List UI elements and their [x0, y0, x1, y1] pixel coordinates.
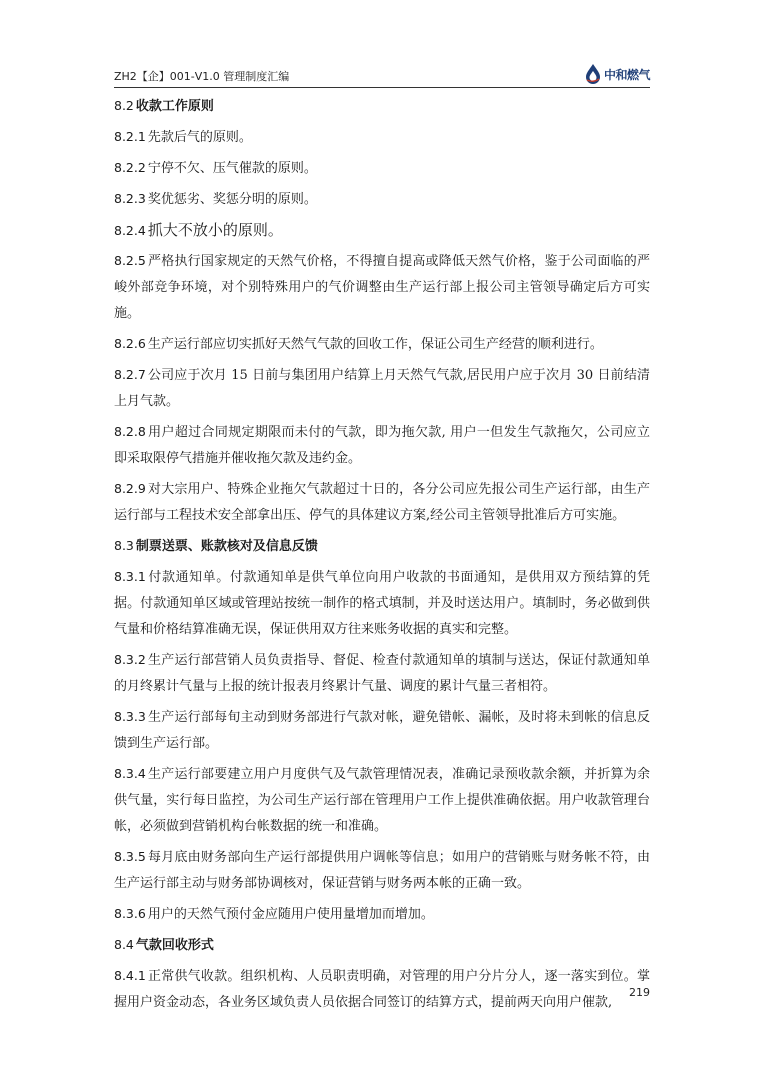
section-heading-title: 气款回收形式 [135, 938, 214, 953]
section-number: 8.3.6 [114, 906, 146, 921]
clause-text: 生产运行部应切实抓好天然气气款的回收工作，保证公司生产经营的顺利进行。 [147, 337, 603, 352]
section-number: 8.2.1 [114, 129, 146, 144]
section-number: 8.2.7 [114, 367, 146, 382]
clause-paragraph [114, 124, 650, 151]
section-heading-title: 收款工作原则 [135, 99, 214, 114]
section-number: 8.2.4 [114, 223, 146, 238]
section-heading [114, 533, 650, 560]
clause-paragraph [114, 331, 650, 358]
flame-drop-icon [584, 63, 602, 85]
section-number: 8.2.3 [114, 191, 146, 206]
clause-text: 先款后气的原则。 [147, 130, 252, 145]
clause-paragraph [114, 761, 650, 840]
section-number: 8.2.5 [114, 253, 146, 268]
clause-text: 生产运行部要建立用户月度供气及气款管理情况表，准确记录预收款余额，并折算为余供气量，实行每日监控，为公司生产运行部在管理用户工作上提供准确依据。用户收款管理台帐，必须做到营销机构台帐数据的统一和准确。 [114, 767, 650, 834]
logo-text: 中和燃气 [603, 67, 650, 82]
clause-text: 严格执行国家规定的天然气价格，不得擅自提高或降低天然气价格，鉴于公司面临的严峻外部竞争环境，对个别特殊用户的气价调整由生产运行部上报公司主管领导确定后方可实施。 [114, 254, 650, 321]
section-number: 8.4 [114, 937, 134, 952]
section-number: 8.3.4 [114, 766, 146, 781]
clause-paragraph [114, 844, 650, 897]
clause-text: 对大宗用户、特殊企业拖欠气款超过十日的，各分公司应先报公司生产运行部，由生产运行部与工程技术安全部拿出压、停气的具体建议方案,经公司主管领导批准后方可实施。 [114, 482, 650, 523]
clause-paragraph [114, 963, 650, 1016]
section-heading [114, 932, 650, 959]
clause-paragraph [114, 901, 650, 928]
section-number: 8.3.5 [114, 849, 146, 864]
clause-paragraph [114, 704, 650, 757]
clause-paragraph [114, 155, 650, 182]
clause-text: 奖优惩劣、奖惩分明的原则。 [147, 192, 317, 207]
section-number: 8.2.6 [114, 336, 146, 351]
section-heading-title: 制票送票、账款核对及信息反馈 [135, 539, 318, 554]
section-number: 8.2.9 [114, 481, 146, 496]
section-heading [114, 93, 650, 120]
clause-paragraph [114, 647, 650, 700]
section-number: 8.2 [114, 98, 134, 113]
clause-paragraph [114, 476, 650, 529]
section-number: 8.3.1 [114, 569, 146, 584]
document-body [114, 93, 650, 1020]
section-number: 8.4.1 [114, 968, 146, 983]
section-number: 8.2.2 [114, 160, 146, 175]
clause-text: 用户的天然气预付金应随用户使用量增加而增加。 [147, 907, 434, 922]
clause-text: 用户超过合同规定期限而未付的气款，即为拖欠款, 用户一但发生气款拖欠，公司应立即采取限停气措施并催收拖欠款及违约金。 [114, 425, 650, 466]
section-number: 8.2.8 [114, 424, 146, 439]
clause-paragraph [114, 564, 650, 643]
clause-text: 生产运行部营销人员负责指导、督促、检查付款通知单的填制与送达，保证付款通知单的月终累计气量与上报的统计报表月终累计气量、调度的累计气量三者相符。 [114, 653, 650, 694]
header-doc-code: ZH2【企】001-V1.0 管理制度汇编 [114, 70, 290, 83]
clause-paragraph [114, 248, 650, 327]
section-number: 8.3 [114, 538, 134, 553]
clause-text: 每月底由财务部向生产运行部提供用户调帐等信息；如用户的营销账与财务帐不符，由生产运行部主动与财务部协调核对，保证营销与财务两本帐的正确一致。 [114, 850, 650, 891]
clause-text: 生产运行部每旬主动到财务部进行气款对帐，避免错帐、漏帐，及时将未到帐的信息反馈到生产运行部。 [114, 710, 650, 751]
clause-paragraph [114, 186, 650, 213]
header-divider [114, 87, 650, 88]
section-number: 8.3.3 [114, 709, 146, 724]
clause-paragraph [114, 217, 650, 244]
clause-text: 公司应于次月 15 日前与集团用户结算上月天然气气款,居民用户应于次月 30 日前结清上月气款。 [114, 368, 650, 409]
clause-text: 抓大不放小的原则。 [147, 221, 283, 239]
section-number: 8.3.2 [114, 652, 146, 667]
clause-text: 宁停不欠、压气催款的原则。 [147, 161, 317, 176]
page-header [114, 62, 650, 88]
clause-text: 正常供气收款。组织机构、人员职责明确，对管理的用户分片分人，逐一落实到位。掌握用户资金动态，各业务区域负责人员依据合同签订的结算方式，提前两天向用户催款, [114, 969, 650, 1010]
clause-text: 付款通知单。付款通知单是供气单位向用户收款的书面通知，是供用双方预结算的凭据。付款通知单区域或管理站按统一制作的格式填制，并及时送达用户。填制时，务必做到供气量和价格结算准确无误，保证供用双方往来账务收据的真实和完整。 [114, 570, 650, 637]
clause-paragraph [114, 362, 650, 415]
company-logo [584, 62, 650, 86]
clause-paragraph [114, 419, 650, 472]
page-number: 219 [629, 986, 650, 999]
